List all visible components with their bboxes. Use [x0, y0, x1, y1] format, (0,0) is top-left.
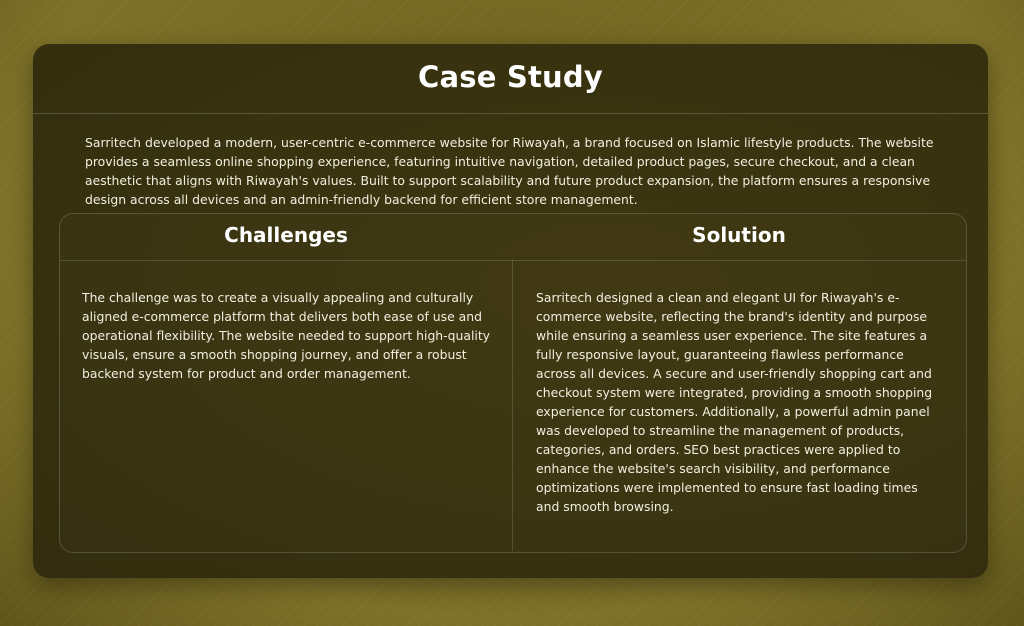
case-study-intro: Sarritech developed a modern, user-centric e-commerce website for Riwayah, a brand focused on Islamic lifestyle products. The website provides a seamless online shopping experience, featuring intuitive navigation, detailed product pages, secure checkout, and a clean aesthetic that aligns with Riwayah's values. Built to support scalability and future product expansion, the platform ensures a responsive design across all devices and an admin-friendly backend for efficient store management. — [85, 135, 934, 207]
challenges-text: The challenge was to create a visually appealing and culturally aligned e-commerce platform that delivers both ease of use and operational flexibility. The website needed to support high-quality visuals, ensure a smooth shopping journey, and offer a robust backend system for product and order management. — [82, 290, 491, 381]
panel-column-divider — [512, 260, 513, 551]
solution-text: Sarritech designed a clean and elegant UI for Riwayah's e-commerce website, reflecting the brand's identity and purpose while ensuring a seamless user experience. The site features a fully responsive layout, guaranteeing flawless performance across all devices. A secure and user-friendly shopping cart and checkout system were integrated, providing a smooth shopping experience for customers. Additionally, a powerful admin panel was developed to streamline the management of products, categories, and orders. SEO best practices were applied to enhance the website's search visibility, and performance optimizations were implemented to ensure fast loading times and smooth browsing. — [536, 290, 933, 514]
case-study-title: Case Study — [418, 60, 603, 94]
solution-heading: Solution — [692, 223, 786, 247]
case-study-card — [33, 44, 988, 578]
panel-header-divider — [60, 260, 966, 261]
challenges-solution-panel — [59, 213, 967, 553]
title-divider — [33, 113, 988, 114]
challenges-heading: Challenges — [224, 223, 348, 247]
